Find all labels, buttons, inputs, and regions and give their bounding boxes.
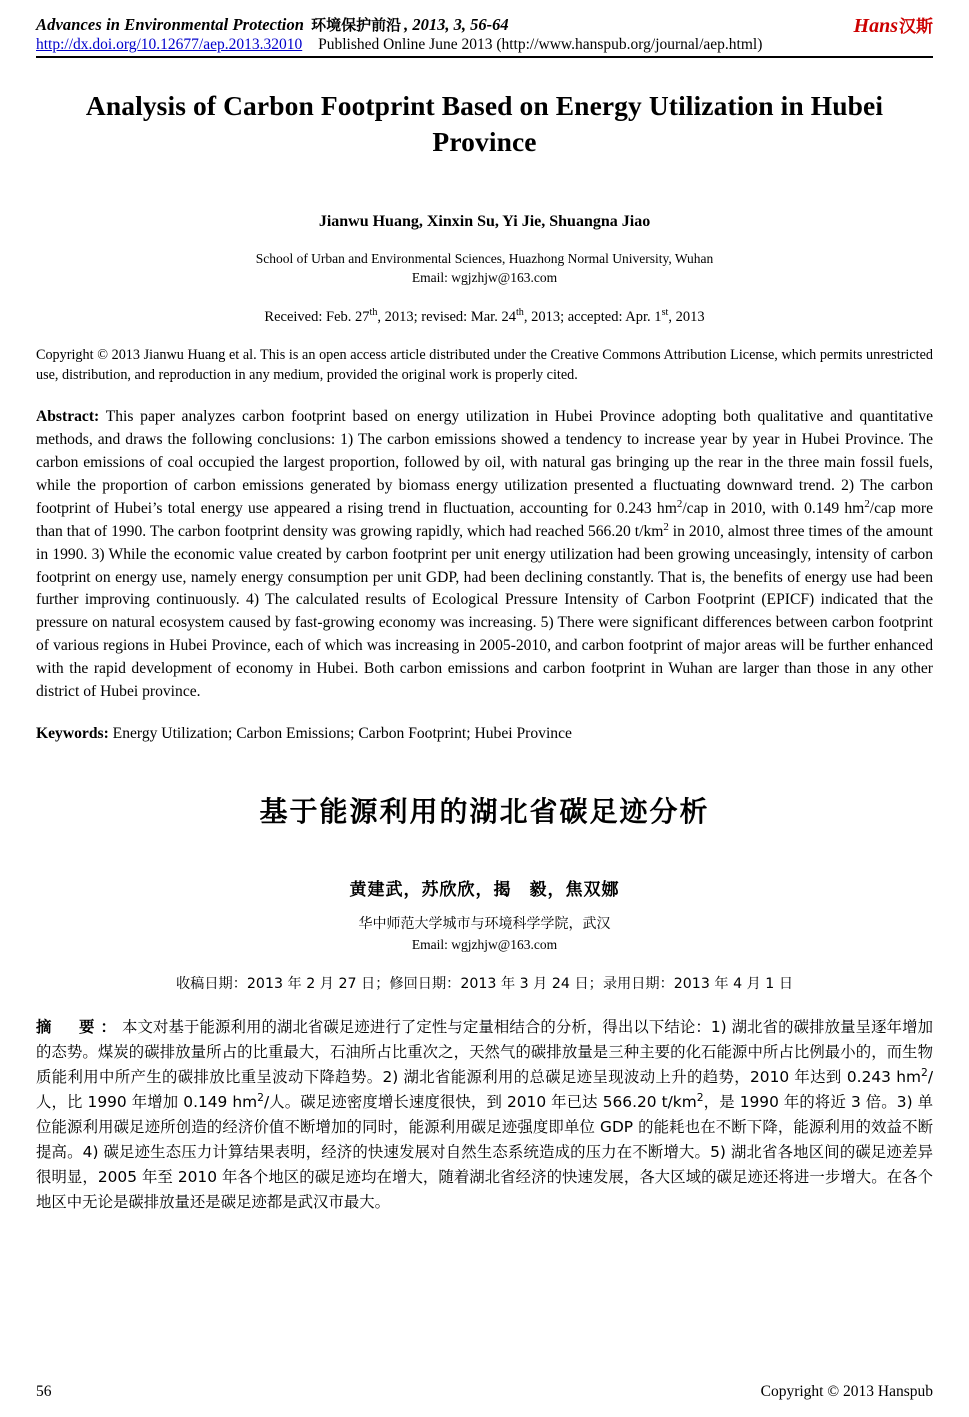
doi-link[interactable]: http://dx.doi.org/10.12677/aep.2013.32010 (36, 36, 303, 53)
journal-name-cn: 环境保护前沿 (311, 16, 402, 34)
dates-en-prefix: Received: Feb. 27 (264, 308, 370, 325)
abstract-cn-part2: /人，比 1990 年增加 0.149 hm (36, 1067, 933, 1111)
abstract-en-sup1: 2 (676, 497, 683, 510)
journal-volume-info: , 2013, 3, 56-64 (404, 15, 509, 34)
abstract-en-part3: /cap more than that of 1990. The carbon footprint density was growing rapidly, which had reached 566.20 t/km (36, 499, 933, 540)
abstract-cn-sup2: 2 (257, 1090, 264, 1104)
header-doi-line (36, 36, 933, 54)
page-title-cn: 基于能源利用的湖北省碳足迹分析 (259, 794, 710, 828)
header-journal-line (36, 14, 933, 35)
email-cn: Email: wgjzhjw@163.com (411, 936, 558, 952)
page-footer (36, 1383, 933, 1401)
keywords-en-label: Keywords: (36, 725, 109, 743)
page-title-en: Analysis of Carbon Footprint Based on Energy Utilization in Hubei Province (85, 90, 884, 158)
abstract-cn (36, 1015, 933, 1215)
affiliation-en-text: School of Urban and Environmental Sciences, Huazhong Normal University, Wuhan (255, 250, 714, 266)
abstract-cn-part3: /人。碳足迹密度增长速度很快，到 2010 年已达 566.20 t/km (263, 1092, 697, 1111)
journal-name-en: Advances in Environmental Protection (36, 15, 305, 34)
dates-en-mid2: , 2013; accepted: Apr. 1 (523, 308, 662, 325)
copyright-note: Copyright © 2013 Jianwu Huang et al. This is an open access article distributed under the Creative Commons Attribution License, which permits unrestricted use, distribution, and reproduction in any medium, provided the original work is properly cited. (36, 346, 933, 383)
dates-en-mid1: , 2013; revised: Mar. 24 (377, 308, 516, 325)
abstract-en-part4: in 2010, almost three times of the amount in 1990. 3) While the economic value created by carbon footprint per unit energy utilization had been growing unceasingly, intensity of carbon footprint on energy use, namely energy consumption per unit GDP, had been declining constantly. That is, the benefits of energy use had been further improving continuously. 4) The calculated results of Ecological Pressure Intensity of Carbon Footprint (EPICF) indicated that the pressure on natural ecosystem caused by fast-growing economy was increasing. 5) There were significant differences between carbon footprint of various regions in Hubei Province, each of which was increasing in 2005-2010, and carbon footprint of major areas will be further enhanced with the rapid development of economy in Hubei. Both carbon emissions and carbon footprint in Wuhan are larger than those in any other district of Hubei province. (36, 522, 933, 701)
hans-logo (854, 12, 933, 38)
page-header (36, 14, 933, 58)
abstract-en (36, 406, 933, 704)
abstract-cn-sup1: 2 (920, 1065, 928, 1079)
dates-en-sup1: th (369, 307, 378, 319)
published-online-text: Published Online June 2013 (http://www.hanspub.org/journal/aep.html) (318, 36, 763, 53)
affiliation-en (36, 249, 933, 287)
dates-cn: 收稿日期：2013 年 2 月 27 日；修回日期：2013 年 3 月 24 日；录用日期：2013 年 4 月 1 日 (175, 975, 794, 992)
affiliation-cn (36, 914, 933, 955)
abstract-cn-part1: 本文对基于能源利用的湖北省碳足迹进行了定性与定量相结合的分析，得出以下结论：1) 湖北省的碳排放量呈逐年增加的态势。煤炭的碳排放量所占的比重最大，石油所占比重次之，天然气的碳排放量是三种主要的化石能源中所占比例最小的，而生物质能利用中所产生的碳排放比重呈波动下降趋势。2) 湖北省能源利用的总碳足迹呈现波动上升的趋势，2010 年达到 0.243 hm (36, 1017, 933, 1086)
abstract-en-sup2: 2 (864, 497, 870, 510)
abstract-cn-part4: ，是 1990 年的将近 3 倍。3) 单位能源利用碳足迹所创造的经济价值不断增加的同时，能源利用碳足迹强度即单位 GDP 的能耗也在不断下降，能源利用的效益不断提高。4) 碳足迹生态压力计算结果表明，经济的快速发展对自然生态系统造成的压力在不断增大。5) 湖北省各地区间的碳足迹差异很明显，2005 年至 2010 年各个地区的碳足迹均在增大，随着湖北省经济的快速发展，各大区域的碳足迹还将进一步增大。在各个地区中无论是碳排放量还是碳足迹都是武汉市最大。 (36, 1092, 933, 1211)
abstract-cn-label: 摘 要： (36, 1017, 122, 1036)
page-number: 56 (36, 1383, 52, 1400)
footer-copyright: Copyright © 2013 Hanspub (760, 1383, 933, 1400)
abstract-en-label: Abstract: (36, 408, 100, 426)
keywords-en-value: Energy Utilization; Carbon Emissions; Carbon Footprint; Hubei Province (108, 725, 572, 743)
dates-en (36, 309, 933, 326)
dates-en-sup3: st (661, 307, 669, 319)
authors-en: Jianwu Huang, Xinxin Su, Yi Jie, Shuangna Jiao (318, 212, 651, 230)
affiliation-cn-text: 华中师范大学城市与环境科学学院，武汉 (358, 915, 611, 932)
email-en: Email: wgjzhjw@163.com (411, 269, 558, 285)
abstract-en-sup3: 2 (663, 520, 669, 533)
hans-logo-cn: 汉斯 (899, 17, 933, 37)
keywords-en (36, 723, 933, 746)
authors-cn: 黄建武，苏欣欣，揭 毅，焦双娜 (349, 879, 620, 900)
dates-en-sup2: th (515, 307, 524, 319)
hans-logo-en: Hans (853, 15, 898, 37)
dates-en-suffix: , 2013 (668, 308, 705, 325)
abstract-en-part1: This paper analyzes carbon footprint based on energy utilization in Hubei Province adopting both qualitative and quantitative methods, and draws the following conclusions: 1) The carbon emissions showed a tendency to increase year by year in Hubei Province. The carbon emissions of coal occupied the largest proportion, followed by oil, with natural gas bringing up the rear in the three main fossil fuels, while the proportion of carbon emissions generated by biomass energy utilization presented a fluctuating downward trend. 2) The carbon footprint of Hubei’s total energy use appeared a rising trend in fluctuation, accounting for 0.243 hm (36, 408, 933, 517)
abstract-cn-sup3: 2 (696, 1090, 704, 1104)
abstract-en-part2: /cap in 2010, with 0.149 hm (682, 499, 865, 517)
